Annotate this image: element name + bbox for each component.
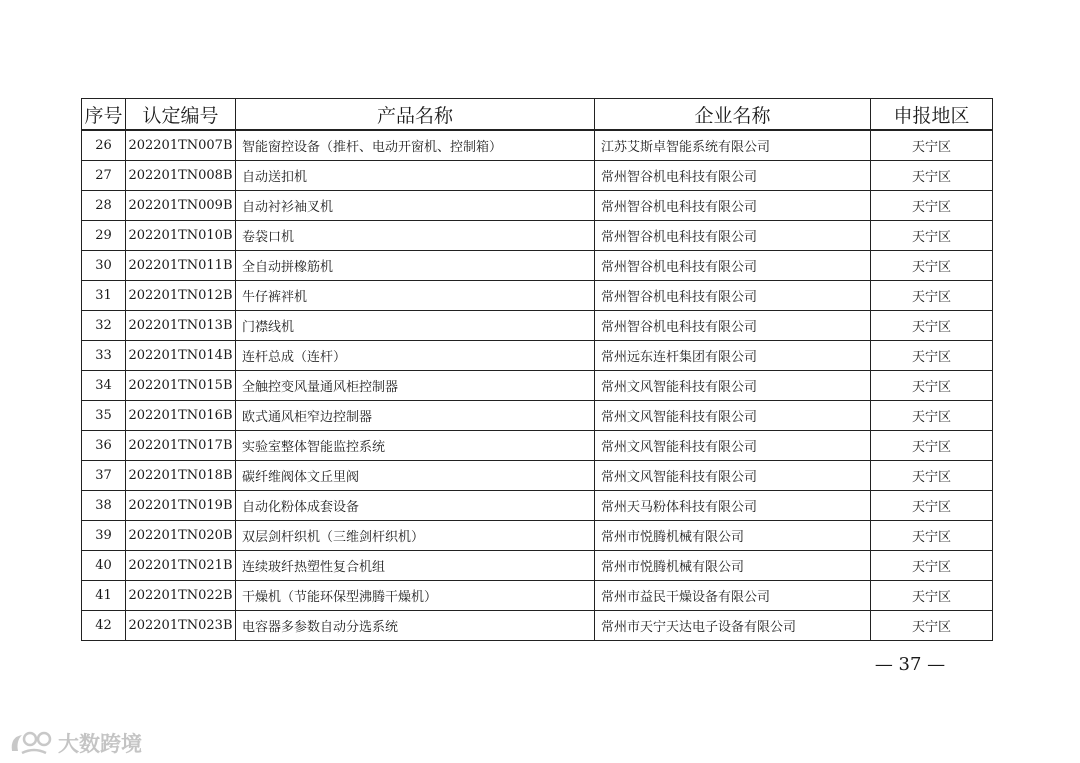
cert-id-cell: 202201TN022B (126, 581, 236, 611)
region-cell: 天宁区 (871, 281, 993, 311)
table-row (82, 311, 993, 341)
header-cert-id: 认定编号 (126, 99, 236, 131)
company-name-cell: 常州市悦腾机械有限公司 (595, 551, 871, 581)
table-row (82, 611, 993, 641)
company-name-cell: 常州智谷机电科技有限公司 (595, 311, 871, 341)
table-row (82, 130, 993, 161)
product-name-cell: 自动化粉体成套设备 (236, 491, 595, 521)
company-name-cell: 常州文风智能科技有限公司 (595, 431, 871, 461)
table-body (82, 130, 993, 641)
company-name-cell: 常州智谷机电科技有限公司 (595, 281, 871, 311)
region-cell: 天宁区 (871, 491, 993, 521)
table-row (82, 581, 993, 611)
seq-cell: 33 (82, 341, 126, 371)
product-name-cell: 卷袋口机 (236, 221, 595, 251)
region-cell: 天宁区 (871, 581, 993, 611)
region-cell: 天宁区 (871, 521, 993, 551)
table-row (82, 251, 993, 281)
product-name-cell: 连杆总成（连杆） (236, 341, 595, 371)
table-row (82, 281, 993, 311)
company-name-cell: 常州市天宁天达电子设备有限公司 (595, 611, 871, 641)
table-row (82, 371, 993, 401)
header-product-name: 产品名称 (236, 99, 595, 131)
product-name-cell: 欧式通风柜窄边控制器 (236, 401, 595, 431)
region-cell: 天宁区 (871, 371, 993, 401)
company-name-cell: 常州天马粉体科技有限公司 (595, 491, 871, 521)
header-region: 申报地区 (871, 99, 993, 131)
region-cell: 天宁区 (871, 431, 993, 461)
product-name-cell: 实验室整体智能监控系统 (236, 431, 595, 461)
cert-id-cell: 202201TN014B (126, 341, 236, 371)
cert-id-cell: 202201TN017B (126, 431, 236, 461)
page-number: — 37 — (874, 654, 946, 675)
header-seq: 序号 (82, 99, 126, 131)
table-row (82, 161, 993, 191)
seq-cell: 26 (82, 130, 126, 161)
product-name-cell: 电容器多参数自动分选系统 (236, 611, 595, 641)
region-cell: 天宁区 (871, 161, 993, 191)
product-name-cell: 牛仔裤袢机 (236, 281, 595, 311)
company-name-cell: 常州文风智能科技有限公司 (595, 371, 871, 401)
cert-id-cell: 202201TN020B (126, 521, 236, 551)
product-name-cell: 全自动拼橡筋机 (236, 251, 595, 281)
table-row (82, 191, 993, 221)
region-cell: 天宁区 (871, 401, 993, 431)
region-cell: 天宁区 (871, 311, 993, 341)
region-cell: 天宁区 (871, 611, 993, 641)
cert-id-cell: 202201TN010B (126, 221, 236, 251)
company-name-cell: 常州文风智能科技有限公司 (595, 401, 871, 431)
company-name-cell: 常州市悦腾机械有限公司 (595, 521, 871, 551)
seq-cell: 30 (82, 251, 126, 281)
cert-id-cell: 202201TN011B (126, 251, 236, 281)
cert-id-cell: 202201TN012B (126, 281, 236, 311)
table-row (82, 401, 993, 431)
region-cell: 天宁区 (871, 130, 993, 161)
seq-cell: 27 (82, 161, 126, 191)
table-row (82, 221, 993, 251)
product-name-cell: 双层剑杆织机（三维剑杆织机） (236, 521, 595, 551)
company-name-cell: 常州文风智能科技有限公司 (595, 461, 871, 491)
seq-cell: 41 (82, 581, 126, 611)
cert-id-cell: 202201TN009B (126, 191, 236, 221)
seq-cell: 31 (82, 281, 126, 311)
company-name-cell: 江苏艾斯卓智能系统有限公司 (595, 130, 871, 161)
product-name-cell: 碳纤维阀体文丘里阀 (236, 461, 595, 491)
company-name-cell: 常州智谷机电科技有限公司 (595, 251, 871, 281)
region-cell: 天宁区 (871, 551, 993, 581)
region-cell: 天宁区 (871, 341, 993, 371)
product-name-cell: 干燥机（节能环保型沸腾干燥机） (236, 581, 595, 611)
region-cell: 天宁区 (871, 191, 993, 221)
seq-cell: 39 (82, 521, 126, 551)
cert-id-cell: 202201TN019B (126, 491, 236, 521)
seq-cell: 36 (82, 431, 126, 461)
table-row (82, 521, 993, 551)
product-name-cell: 自动衬衫袖叉机 (236, 191, 595, 221)
cert-id-cell: 202201TN023B (126, 611, 236, 641)
product-name-cell: 智能窗控设备（推杆、电动开窗机、控制箱） (236, 130, 595, 161)
product-name-cell: 自动送扣机 (236, 161, 595, 191)
seq-cell: 34 (82, 371, 126, 401)
cert-id-cell: 202201TN008B (126, 161, 236, 191)
cert-id-cell: 202201TN015B (126, 371, 236, 401)
company-name-cell: 常州远东连杆集团有限公司 (595, 341, 871, 371)
dashuju-logo-icon (8, 729, 54, 757)
product-name-cell: 门襟线机 (236, 311, 595, 341)
seq-cell: 38 (82, 491, 126, 521)
table-header-row (82, 99, 993, 131)
table-row (82, 431, 993, 461)
product-name-cell: 全触控变风量通风柜控制器 (236, 371, 595, 401)
product-table (81, 98, 993, 641)
region-cell: 天宁区 (871, 251, 993, 281)
cert-id-cell: 202201TN007B (126, 130, 236, 161)
seq-cell: 40 (82, 551, 126, 581)
seq-cell: 37 (82, 461, 126, 491)
company-name-cell: 常州智谷机电科技有限公司 (595, 191, 871, 221)
table-row (82, 491, 993, 521)
table-row (82, 341, 993, 371)
company-name-cell: 常州智谷机电科技有限公司 (595, 221, 871, 251)
company-name-cell: 常州市益民干燥设备有限公司 (595, 581, 871, 611)
region-cell: 天宁区 (871, 221, 993, 251)
watermark (8, 728, 142, 758)
seq-cell: 35 (82, 401, 126, 431)
cert-id-cell: 202201TN021B (126, 551, 236, 581)
seq-cell: 29 (82, 221, 126, 251)
cert-id-cell: 202201TN013B (126, 311, 236, 341)
table-row (82, 461, 993, 491)
seq-cell: 42 (82, 611, 126, 641)
product-name-cell: 连续玻纤热塑性复合机组 (236, 551, 595, 581)
table-row (82, 551, 993, 581)
region-cell: 天宁区 (871, 461, 993, 491)
watermark-text: 大数跨境 (58, 732, 142, 756)
cert-id-cell: 202201TN018B (126, 461, 236, 491)
seq-cell: 28 (82, 191, 126, 221)
seq-cell: 32 (82, 311, 126, 341)
header-company-name: 企业名称 (595, 99, 871, 131)
cert-id-cell: 202201TN016B (126, 401, 236, 431)
company-name-cell: 常州智谷机电科技有限公司 (595, 161, 871, 191)
